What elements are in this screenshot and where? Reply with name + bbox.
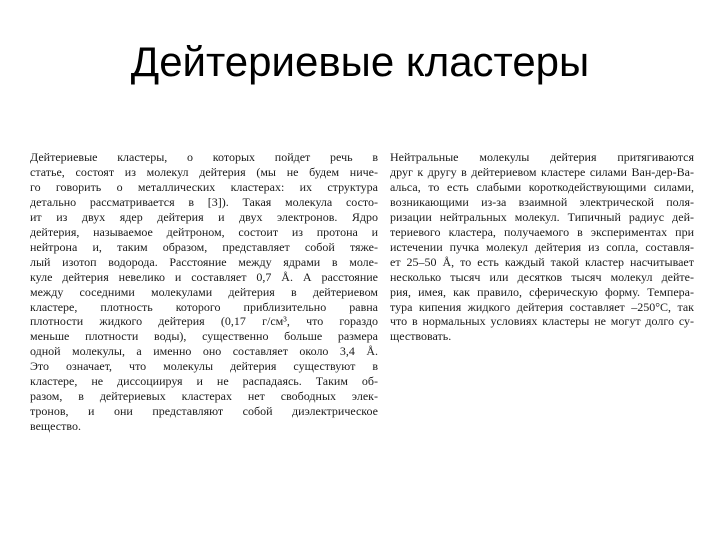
text-line: тронов, и они представляют собой диэлектрическое — [30, 404, 378, 419]
text-line: лый изотоп водорода. Расстояние между ядрами в моле- — [30, 254, 378, 269]
text-line: ит из двух ядер дейтерия и двух электронов. Ядро — [30, 209, 378, 224]
text-line: между соседними молекулами дейтерия в дейтериевом — [30, 284, 378, 299]
text-line: друг к другу в дейтериевом кластере силами Ван-дер-Ва- — [390, 164, 694, 179]
text-line: нейтрона и, таким образом, представляет собой тяже- — [30, 239, 378, 254]
text-line: ществовать. — [390, 329, 452, 344]
text-line: возникающими из-за взаимной электрической поля- — [390, 194, 694, 209]
text-line: Дейтериевые кластеры, о которых пойдет речь в — [30, 150, 378, 164]
text-line: альса, то есть слабыми короткодействующими силами, — [390, 179, 694, 194]
text-line: меньше плотности воды), существенно больше размера — [30, 329, 378, 344]
text-line: несколько тысяч или десятков тысяч молекул дейте- — [390, 269, 694, 284]
text-line: тура кипения жидкого дейтерия составляет –250°C, так — [390, 299, 694, 314]
text-line: Это означает, что молекулы дейтерия существуют в — [30, 359, 378, 374]
text-line: кластере, не диссоциируя и не распадаясь. Таким об- — [30, 374, 378, 389]
text-line: одной молекулы, а именно оно составляет около 3,4 Å. — [30, 344, 378, 359]
text-line: дейтерия, называемое дейтроном, состоит из протона и — [30, 224, 378, 239]
text-line: го говорить о металлических кластерах: их структура — [30, 179, 378, 194]
text-line: Нейтральные молекулы дейтерия притягиваются — [390, 150, 694, 164]
text-line: ризации нейтральных молекул. Типичный радиус дей- — [390, 209, 694, 224]
text-line: куле дейтерия невелико и составляет 0,7 Å. А расстояние — [30, 269, 378, 284]
text-line: разом, в дейтериевых кластерах нет свободных элек- — [30, 389, 378, 404]
text-line: что в нормальных условиях кластеры не могут долго су- — [390, 314, 694, 329]
text-line: детально рассматривается в [3]). Такая молекула состо- — [30, 194, 378, 209]
text-line: ет 25–50 Å, то есть каждый такой кластер насчитывает — [390, 254, 694, 269]
text-line: истечении пучка молекул дейтерия из сопла, составля- — [390, 239, 694, 254]
slide-title: Дейтериевые кластеры — [130, 38, 590, 85]
article-right-column — [390, 150, 694, 344]
article-left-column — [30, 150, 378, 434]
text-line: статье, состоят из молекул дейтерия (мы не будем ниче- — [30, 164, 378, 179]
scanned-article-excerpt — [14, 150, 706, 480]
text-line: плотности жидкого дейтерия (0,17 г/см³, что гораздо — [30, 314, 378, 329]
text-line: вещество. — [30, 419, 81, 434]
text-line: кластере, плотность которого приблизительно равна — [30, 299, 378, 314]
text-line: рия, имея, как правило, сферическую форму. Темпера- — [390, 284, 694, 299]
text-line: териевого кластера, получаемого в экспериментах при — [390, 224, 694, 239]
